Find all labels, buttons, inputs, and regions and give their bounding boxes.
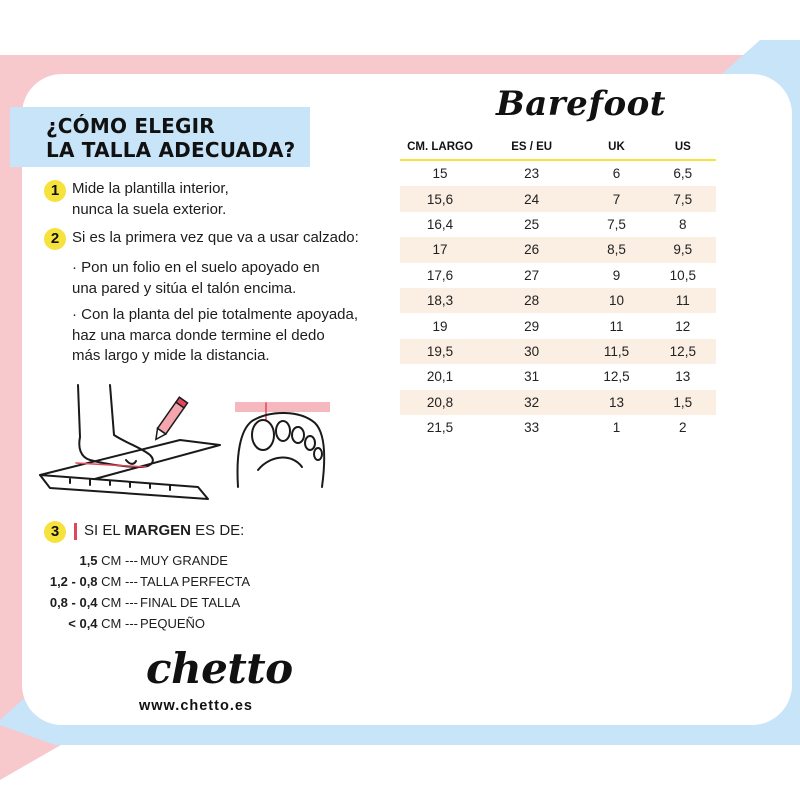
table-row: 20,1 31 12,5 13 — [426, 369, 691, 385]
margin-row: < 0,4 CM --- PEQUEÑO — [68, 616, 206, 631]
col-header-us: US — [650, 135, 716, 160]
col-header-eu: ES / EU — [480, 135, 583, 160]
table-row: 15,6 24 7 7,5 — [400, 186, 716, 211]
table-row: 19,5 30 11,5 12,5 — [400, 339, 716, 364]
margin-heading: SI EL MARGEN ES DE: — [84, 522, 245, 539]
measurement-illustration — [30, 375, 340, 505]
col-header-cm: CM. LARGO — [400, 135, 480, 160]
table-header-row — [400, 135, 716, 160]
website-link[interactable]: www.chetto.es — [139, 698, 253, 714]
step-2-text: Si es la primera vez que va a usar calzado: — [72, 229, 359, 246]
step-2-badge: 2 — [44, 228, 66, 250]
step-1-badge: 1 — [44, 180, 66, 202]
step-3-badge: 3 — [44, 521, 66, 543]
tip-b-text: · Con la planta del pie totalmente apoyada, haz una marca donde termine el dedo más largo y mide la distancia. — [72, 306, 359, 364]
margin-row: 0,8 - 0,4 CM --- FINAL DE TALLA — [49, 595, 241, 610]
size-table — [400, 135, 716, 440]
brand-logo: chetto — [146, 644, 293, 693]
margin-accent-bar — [74, 523, 77, 540]
table-row: 20,8 32 13 1,5 — [400, 390, 716, 415]
size-table-title: Barefoot — [496, 84, 666, 124]
table-row: 15 23 6 6,5 — [432, 166, 693, 182]
table-row: 21,5 33 1 2 — [426, 420, 687, 436]
tip-a-text: · Pon un folio en el suelo apoyado en una pared y sitúa el talón encima. — [72, 259, 320, 297]
foot-toes-icon — [235, 402, 330, 487]
guide-title: ¿CÓMO ELEGIR LA TALLA ADECUADA? — [46, 114, 296, 162]
pencil-icon — [152, 397, 188, 442]
foot-on-ruler-icon — [40, 385, 220, 499]
table-row: 17,6 27 9 10,5 — [426, 267, 696, 283]
table-row: 17 26 8,5 9,5 — [400, 237, 716, 262]
step-1-text: Mide la plantilla interior, nunca la suela exterior. — [72, 180, 229, 218]
table-row: 16,4 25 7,5 8 — [426, 216, 687, 232]
margin-row: 1,2 - 0,8 CM --- TALLA PERFECTA — [49, 574, 251, 589]
col-header-uk: UK — [583, 135, 649, 160]
table-row: 18,3 28 10 11 — [400, 288, 716, 313]
margin-list — [20, 550, 300, 634]
table-row: 19 29 11 12 — [432, 318, 691, 334]
margin-row: 1,5 CM --- MUY GRANDE — [79, 553, 228, 568]
